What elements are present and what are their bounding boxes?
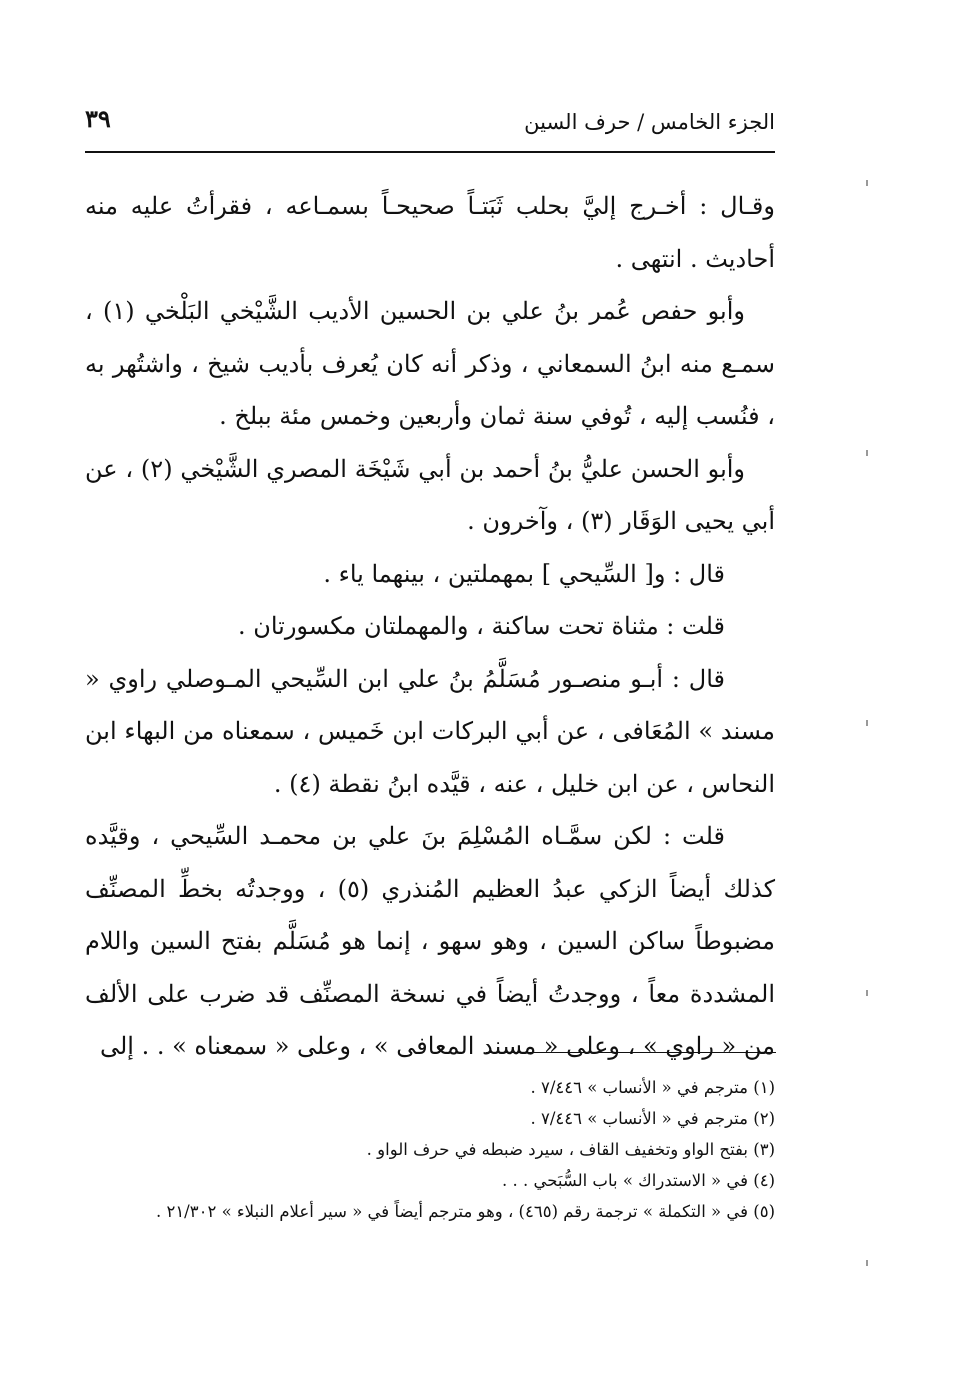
main-text [85, 180, 775, 1073]
footnote-2: (٢) مترجم في « الأنساب » ٧/٤٤٦ . [530, 1109, 775, 1128]
footnote-1: (١) مترجم في « الأنساب » ٧/٤٤٦ . [530, 1078, 775, 1097]
header-title: الجزء الخامس / حرف السين [524, 110, 775, 134]
paragraph-2: وأبو حفص عُمر بنُ علي بن الحسين الأديب الشَّيْخي البَلْخي (١) ، سمـع منه ابنُ السمعاني ، وذكر أنه كان يُعرف بأديب شيخ ، واشتُهر به ، فنُسب إليه ، تُوفي سنة ثمان وأربعين وخمس مئة ببلخ . [85, 297, 775, 430]
paragraph-5: قلت : مثناة تحت ساكنة ، والمهملتان مكسورتان . [237, 612, 725, 640]
paragraph-7: قلت : لكن سمَّـاه المُسْلِمَ بنَ علي بن محمـد السِّيحي ، وقيَّده كذلك أيضاً الزكي عبدُ العظيم المُنذري (٥) ، ووجدتُه بخطِّ المصنِّف مضبوطاً ساكن السين ، وهو سهو ، إنما هو مُسَلَّم بفتح السين واللام المشددة معاً ، ووجدتُ أيضاً في نسخة المصنِّف قد ضرب على الألف من « راوي » ، وعلى « مسند المعافى » ، وعلى « سمعناه » . . إلى [85, 822, 775, 1060]
paragraph-6: قال : أبـو منصـور مُسَلَّمُ بنُ علي ابن السِّيحي المـوصلي راوي « مسند » المُعَافى ، عن أبي البركات ابن خَميس ، سمعناه من البهاء ابن النحاس ، عن ابن خليل ، عنه ، قيَّده ابنُ نقطة (٤) . [85, 664, 775, 798]
margin-mark [866, 450, 868, 456]
margin-mark [866, 990, 868, 996]
margin-mark [866, 180, 868, 186]
running-header [85, 100, 775, 148]
footnote-5: (٥) في « التكملة » ترجمة رقم (٤٦٥) ، وهو مترجم أيضاً في « سير أعلام النبلاء » ٢١/٣٠٢ . [155, 1202, 775, 1221]
footnote-3: (٣) بفتح الواو وتخفيف القاف ، سيرد ضبطه في حرف الواو . [366, 1140, 775, 1159]
header-rule [85, 151, 775, 153]
footnotes [85, 1072, 775, 1227]
page-number: ٣٩ [85, 104, 111, 133]
footnote-4: (٤) في « الاستدراك » باب السُّبَحي . . . [502, 1171, 775, 1190]
footnote-rule [486, 1052, 776, 1053]
paragraph-3: وأبو الحسن عليُّ بنُ أحمد بن أبي شَيْخَة المصري الشَّيْخي (٢) ، عن أبي يحيى الوَقَار (٣) ، وآخرون . [85, 454, 775, 535]
paragraph-1: وقـال : أخـرج إليَّ بحلب ثَبَتـاً صحيحـاً بسمـاعه ، فقرأتُ عليه منه أحاديث . انتهى . [85, 192, 775, 273]
margin-mark [866, 720, 868, 726]
margin-mark [866, 1260, 868, 1266]
paragraph-4: قال : و[ السِّيحي ] بمهملتين ، بينهما ياء . [323, 559, 725, 588]
